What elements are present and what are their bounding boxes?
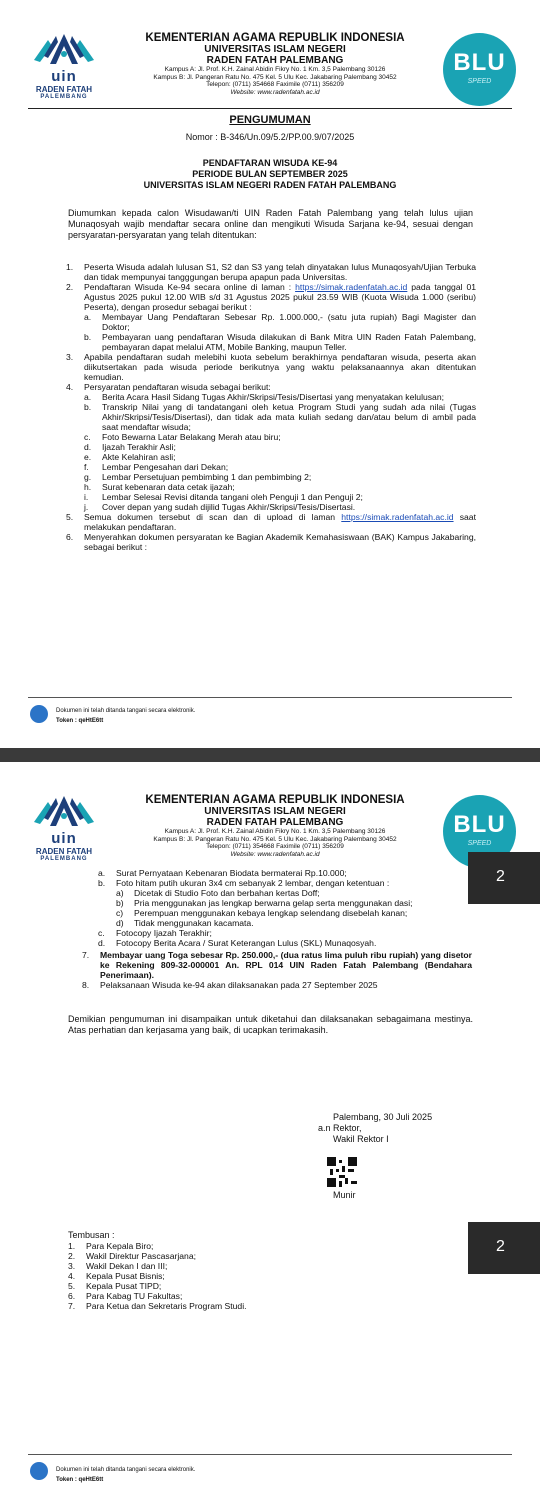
- doc-number: Nomor : B-346/Un.09/5.2/PP.00.9/07/2025: [185, 132, 355, 142]
- requirements-list: [66, 262, 476, 552]
- address-b: Kampus B: Jl. Pangeran Ratu No. 475 Kel. 5 Ulu Kec. Jakabaring Palembang 30452: [153, 835, 397, 843]
- place-date: Palembang, 30 Juli 2025: [333, 1112, 433, 1122]
- list-item: h. Surat kebenaran data cetak ijazah;: [84, 482, 235, 492]
- list-item: 1. Peserta Wisuda adalah lulusan S1, S2 dan S3 yang telah dinyatakan lulus Munaqosyah/Ujian Terbuka dan tidak mempunyai tangggungan berupa apapun pada Universitas.: [66, 262, 476, 282]
- document-page-2: [0, 762, 540, 1507]
- signer-title: Wakil Rektor I: [333, 1134, 389, 1144]
- subtitle-3: UNIVERSITAS ISLAM NEGERI RADEN FATAH PALEMBANG: [143, 180, 397, 190]
- tembusan-title: Tembusan :: [68, 1230, 115, 1240]
- page-number-badge: 2: [468, 852, 540, 904]
- list-item: i. Lembar Selesai Revisi ditanda tangani oleh Penguji 1 dan Penguji 2;: [84, 492, 363, 502]
- list-item: 7. Para Ketua dan Sekretaris Program Studi.: [68, 1301, 247, 1311]
- footer-token: Token : qeHtE6tt: [56, 1477, 104, 1483]
- letterhead: [0, 762, 540, 870]
- university-name-2: RADEN FATAH PALEMBANG: [206, 817, 344, 828]
- bak-documents-list: [98, 868, 468, 948]
- uin-logo-text: uin: [51, 830, 77, 847]
- e-signature-icon: [30, 705, 48, 723]
- list-item: a. Surat Pernyataan Kebenaran Biodata bermaterai Rp.10.000;: [98, 868, 347, 878]
- subtitle-2: PERIODE BULAN SEPTEMBER 2025: [192, 169, 348, 179]
- address-a: Kampus A: Jl. Prof. K.H. Zainal Abidin Fikry No. 1 Km. 3,5 Palembang 30126: [164, 66, 386, 73]
- footer-rule: [28, 697, 512, 698]
- ministry-name: KEMENTERIAN AGAMA REPUBLIK INDONESIA: [145, 32, 405, 44]
- on-behalf: a.n Rektor,: [318, 1123, 362, 1133]
- intro-paragraph: Diumumkan kepada calon Wisudawan/ti UIN Raden Fatah Palembang yang telah lulus ujian Munaqosyah wajib mendaftar secara online dan mengikuti Wisuda Sarjana ke-94, sesuai dengan persyaratan-persyaratan yang telah ditentukan:: [68, 208, 473, 240]
- address-b: Kampus B: Jl. Pangeran Ratu No. 475 Kel. 5 Ulu Kec. Jakabaring Palembang 30452: [153, 73, 397, 81]
- website: Website: www.radenfatah.ac.id: [230, 850, 320, 858]
- list-item: 6. Menyerahkan dokumen persyaratan ke Bagian Akademik Kemahasiswaan (BAK) Kampus Jakabaring, sebagai berikut :: [66, 532, 476, 552]
- list-item: b. Transkrip Nilai yang di tandatangani oleh ketua Program Studi yang sudah ada nilai (Tugas Akhir/Skripsi/Tesis/Disertasi), dan tidak ada mata kuliah sedang dan/atau belum di ambil pada saat mendaftar wisuda;: [84, 402, 476, 432]
- university-name-2: RADEN FATAH PALEMBANG: [206, 55, 344, 66]
- list-item: 3. Wakil Dekan I dan III;: [68, 1261, 168, 1271]
- document-page-1: [0, 0, 540, 748]
- simak-link[interactable]: https://simak.radenfatah.ac.id: [295, 282, 408, 292]
- list-item: b. Pembayaran uang pendaftaran Wisuda dilakukan di Bank Mitra UIN Raden Fatah Palembang, pembayaran dapat melalui ATM, Mobile Banking, maupun Teller.: [84, 332, 476, 352]
- list-item: 4. Persyaratan pendaftaran wisuda sebagai berikut:: [66, 382, 271, 392]
- phone: Telepon: (0711) 354668 Faximile (0711) 356209: [206, 81, 344, 88]
- list-item: b. Foto hitam putih ukuran 3x4 cm sebanyak 2 lembar, dengan ketentuan :: [98, 878, 390, 888]
- list-item: 6. Para Kabag TU Fakultas;: [68, 1291, 183, 1301]
- address-a: Kampus A: Jl. Prof. K.H. Zainal Abidin Fikry No. 1 Km. 3,5 Palembang 30126: [164, 828, 386, 835]
- list-item: c) Perempuan menggunakan kebaya lengkap selendang disebelah kanan;: [116, 908, 408, 918]
- uin-wing-icon: [30, 792, 98, 830]
- header-rule: [28, 108, 512, 109]
- footer-note: Dokumen ini telah ditanda tangani secara elektronik.: [56, 1467, 196, 1473]
- doc-title: PENGUMUMAN: [229, 114, 311, 126]
- subtitle-1: PENDAFTARAN WISUDA KE-94: [202, 158, 338, 168]
- blu-logo: [443, 33, 516, 106]
- list-item: a. Berita Acara Hasil Sidang Tugas Akhir/Skripsi/Tesis/Disertasi yang menyatakan kelulusan;: [84, 392, 445, 402]
- uin-wing-icon: [30, 30, 98, 68]
- university-name-1: UNIVERSITAS ISLAM NEGERI: [204, 806, 346, 817]
- university-name-1: UNIVERSITAS ISLAM NEGERI: [204, 44, 346, 55]
- uin-logo-city: PALEMBANG: [40, 856, 88, 862]
- letterhead-text: [120, 32, 430, 96]
- list-item: 1. Para Kepala Biro;: [68, 1241, 154, 1251]
- list-item: a. Membayar Uang Pendaftaran Sebesar Rp. 1.000.000,- (satu juta rupiah) Bagi Magister dan Doktor;: [84, 312, 476, 332]
- list-item: 5. Kepala Pusat TIPD;: [68, 1281, 162, 1291]
- uin-logo-text: uin: [51, 68, 77, 85]
- list-item: 4. Kepala Pusat Bisnis;: [68, 1271, 165, 1281]
- uin-logo-city: PALEMBANG: [40, 94, 88, 100]
- list-item: 3. Apabila pendaftaran sudah melebihi kuota sebelum berakhirnya pendaftaran wisuda, peserta akan diikutsertakan pada wisuda periode berikutnya yang waktu pelaksanaannya akan ditentukan kemudian.: [66, 352, 476, 382]
- uin-logo: [26, 30, 102, 100]
- list-item: d. Fotocopy Berita Acara / Surat Keterangan Lulus (SKL) Munaqosyah.: [98, 938, 377, 948]
- uin-logo: [26, 792, 102, 862]
- list-item: 8. Pelaksanaan Wisuda ke-94 akan dilaksanakan pada 27 September 2025: [82, 980, 378, 990]
- letterhead-text: [120, 794, 430, 858]
- website: Website: www.radenfatah.ac.id: [230, 88, 320, 96]
- list-item: 2. Pendaftaran Wisuda Ke-94 secara online di laman : https://simak.radenfatah.ac.id pada tanggal 01 Agustus 2025 pukul 12.00 WIB s/d 31 Agustus 2025 pukul 23.59 WIB (Kuota Wisuda 1.000 (seribu) Peserta), dengan prosedur sebagai berikut :: [66, 282, 477, 312]
- qr-code-icon: [327, 1157, 357, 1187]
- list-item: c. Foto Bewarna Latar Belakang Merah atau biru;: [84, 432, 281, 442]
- ministry-name: KEMENTERIAN AGAMA REPUBLIK INDONESIA: [145, 794, 405, 806]
- list-item: d. Ijazah Terakhir Asli;: [84, 442, 176, 452]
- phone: Telepon: (0711) 354668 Faximile (0711) 356209: [206, 843, 344, 850]
- list-item: j. Cover depan yang sudah dijilid Tugas Akhir/Skripsi/Tesis/Disertasi.: [84, 502, 356, 512]
- page-number-badge: 2: [468, 1222, 540, 1274]
- footer-note: Dokumen ini telah ditanda tangani secara elektronik.: [56, 708, 196, 714]
- list-item: 5. Semua dokumen tersebut di scan dan di upload di laman https://simak.radenfatah.ac.id saat melakukan pendaftaran.: [66, 512, 476, 532]
- list-item: e. Akte Kelahiran asli;: [84, 452, 176, 462]
- list-item: d) Tidak menggunakan kacamata.: [116, 918, 254, 928]
- blu-logo-text: BLU: [453, 811, 506, 838]
- uin-logo-subtext: RADEN FATAH: [35, 85, 93, 94]
- list-item: a) Dicetak di Studio Foto dan berbahan kertas Doff;: [116, 888, 320, 898]
- list-item: c. Fotocopy Ijazah Terakhir;: [98, 928, 212, 938]
- list-item: b) Pria menggunakan jas lengkap berwarna gelap serta menggunakan dasi;: [116, 898, 413, 908]
- list-item: g. Lembar Persetujuan pembimbing 1 dan pembimbing 2;: [84, 472, 312, 482]
- tembusan-list: [68, 1241, 368, 1311]
- list-item: 7. Membayar uang Toga sebesar Rp. 250.000,- (dua ratus lima puluh ribu rupiah) yang disetor ke Rekening 809-32-000001 An. RPL 014 UIN Raden Fatah Palembang (Bendahara Penerimaan).: [82, 950, 472, 980]
- footer-token: Token : qeHtE6tt: [56, 718, 104, 724]
- uin-logo-subtext: RADEN FATAH: [35, 847, 93, 856]
- footer-rule: [28, 1454, 512, 1455]
- blu-logo-subtext: SPEED: [467, 78, 492, 85]
- list-item: f. Lembar Pengesahan dari Dekan;: [84, 462, 229, 472]
- closing-paragraph: Demikian pengumuman ini disampaikan untuk diketahui dan dilaksanakan sebagaimana mestinya. Atas perhatian dan kerjasama yang baik, di ucapkan terimakasih.: [68, 1014, 473, 1035]
- blu-logo-subtext: SPEED: [467, 840, 492, 847]
- e-signature-icon: [30, 1462, 48, 1480]
- requirements-list-cont: [82, 950, 472, 990]
- list-item: 2. Wakil Direktur Pascasarjana;: [68, 1251, 197, 1261]
- blu-logo-text: BLU: [453, 49, 506, 76]
- letterhead: [0, 0, 540, 108]
- signer-name: Munir: [333, 1190, 356, 1200]
- simak-link-2[interactable]: https://simak.radenfatah.ac.id: [341, 512, 454, 522]
